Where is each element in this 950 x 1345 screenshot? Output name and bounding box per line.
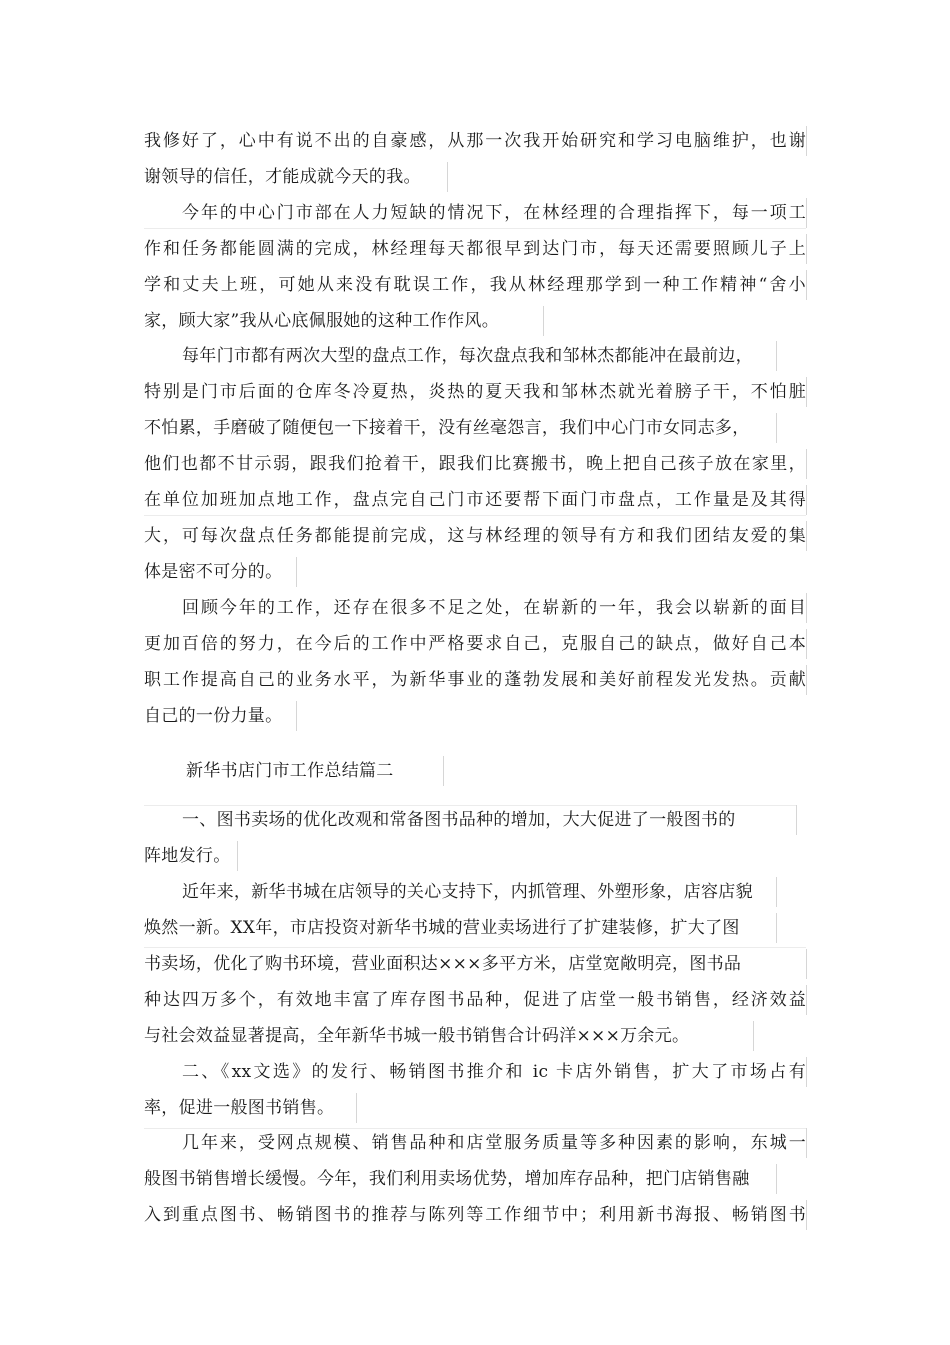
scan-rule [144, 805, 796, 806]
text-line: 大，可每次盘点任务都能提前完成，这与林经理的领导有方和我们团结友爱的集 [144, 526, 806, 546]
scan-rule [144, 515, 806, 516]
section-heading: 新华书店门市工作总结篇二 [186, 761, 394, 781]
text-line: 特别是门市后面的仓库冬冷夏热，炎热的夏天我和邹林杰就光着膀子干，不怕脏 [144, 382, 806, 402]
text-line: 谢领导的信任，才能成就今天的我。 [144, 167, 421, 187]
scan-mark [296, 557, 297, 587]
scan-mark [806, 234, 807, 264]
scan-mark [237, 841, 238, 871]
scan-mark [296, 701, 297, 731]
scan-rule [144, 228, 806, 229]
scan-mark [776, 413, 777, 443]
scan-mark [806, 521, 807, 551]
scan-mark [806, 377, 807, 407]
scan-mark [806, 270, 807, 300]
text-line: 今年的中心门市部在人力短缺的情况下，在林经理的合理指挥下，每一项工 [182, 203, 806, 223]
scan-mark [806, 1128, 807, 1158]
text-line: 二、《xx文选》的发行、畅销图书推介和 ic 卡店外销售，扩大了市场占有 [182, 1062, 806, 1082]
text-line: 自己的一份力量。 [144, 706, 283, 726]
scan-mark [776, 341, 777, 371]
text-line: 几年来，受网点规模、销售品种和店堂服务质量等多种因素的影响，东城一 [182, 1133, 806, 1153]
scan-mark [443, 756, 444, 786]
scan-mark [543, 306, 544, 336]
scan-mark [753, 1021, 754, 1051]
text-line: 家，顾大家”我从心底佩服她的这种工作作风。 [144, 311, 499, 331]
text-line: 率，促进一般图书销售。 [144, 1098, 335, 1118]
text-line: 回顾今年的工作，还存在很多不足之处，在崭新的一年，我会以崭新的面目 [182, 598, 806, 618]
scan-mark [806, 665, 807, 695]
scan-mark [806, 593, 807, 623]
text-line: 不怕累，手磨破了随便包一下接着干，没有丝毫怨言，我们中心门市女同志多， [144, 418, 750, 438]
text-line: 近年来，新华书城在店领导的关心支持下，内抓管理、外塑形象，店容店貌 [182, 882, 753, 902]
scan-mark [447, 162, 448, 192]
text-line: 职工作提高自己的业务水平，为新华事业的蓬勃发展和美好前程发光发热。贡献 [144, 670, 806, 690]
text-line: 与社会效益显著提高，全年新华书城一般书销售合计码洋×××万余元。 [144, 1026, 690, 1046]
scan-mark [776, 877, 777, 907]
scan-mark [806, 126, 807, 156]
scan-mark [776, 913, 777, 943]
scan-mark [796, 805, 797, 835]
text-line: 在单位加班加点地工作，盘点完自己门市还要帮下面门市盘点，工作量是及其得 [144, 490, 806, 510]
scan-rule [144, 947, 806, 948]
text-line: 体是密不可分的。 [144, 562, 283, 582]
text-line: 每年门市都有两次大型的盘点工作，每次盘点我和邹林杰都能冲在最前边， [182, 346, 753, 366]
text-line: 作和任务都能圆满的完成，林经理每天都很早到达门市，每天还需要照顾儿子上 [144, 239, 806, 259]
scan-rule [144, 1128, 806, 1129]
text-line: 种达四万多个，有效地丰富了库存图书品种，促进了店堂一般书销售，经济效益 [144, 990, 806, 1010]
scan-mark [806, 949, 807, 979]
text-line: 般图书销售增长缓慢。今年，我们利用卖场优势，增加库存品种，把门店销售融 [144, 1169, 750, 1189]
scan-mark [806, 198, 807, 228]
scan-mark [806, 449, 807, 479]
scan-mark [806, 629, 807, 659]
text-line: 他们也都不甘示弱，跟我们抢着干，跟我们比赛搬书，晚上把自己孩子放在家里， [144, 454, 806, 474]
scan-mark [776, 1164, 777, 1194]
text-line: 一、图书卖场的优化改观和常备图书品种的增加，大大促进了一般图书的 [182, 810, 736, 830]
text-line: 阵地发行。 [144, 846, 231, 866]
scan-mark [806, 485, 807, 515]
scan-mark [806, 1057, 807, 1087]
scan-mark [356, 1093, 357, 1123]
text-line: 学和丈夫上班，可她从来没有耽误工作，我从林经理那学到一种工作精神“舍小 [144, 275, 806, 295]
scan-mark [806, 1200, 807, 1230]
text-line: 入到重点图书、畅销图书的推荐与陈列等工作细节中；利用新书海报、畅销图书 [144, 1205, 806, 1225]
text-line: 书卖场，优化了购书环境，营业面积达×××多平方米，店堂宽敞明亮，图书品 [144, 954, 742, 974]
text-line: 我修好了，心中有说不出的自豪感，从那一次我开始研究和学习电脑维护，也谢 [144, 131, 806, 151]
scan-mark [806, 985, 807, 1015]
text-line: 焕然一新。XX年，市店投资对新华书城的营业卖场进行了扩建装修，扩大了图 [144, 918, 740, 938]
text-line: 更加百倍的努力，在今后的工作中严格要求自己，克服自己的缺点，做好自己本 [144, 634, 806, 654]
